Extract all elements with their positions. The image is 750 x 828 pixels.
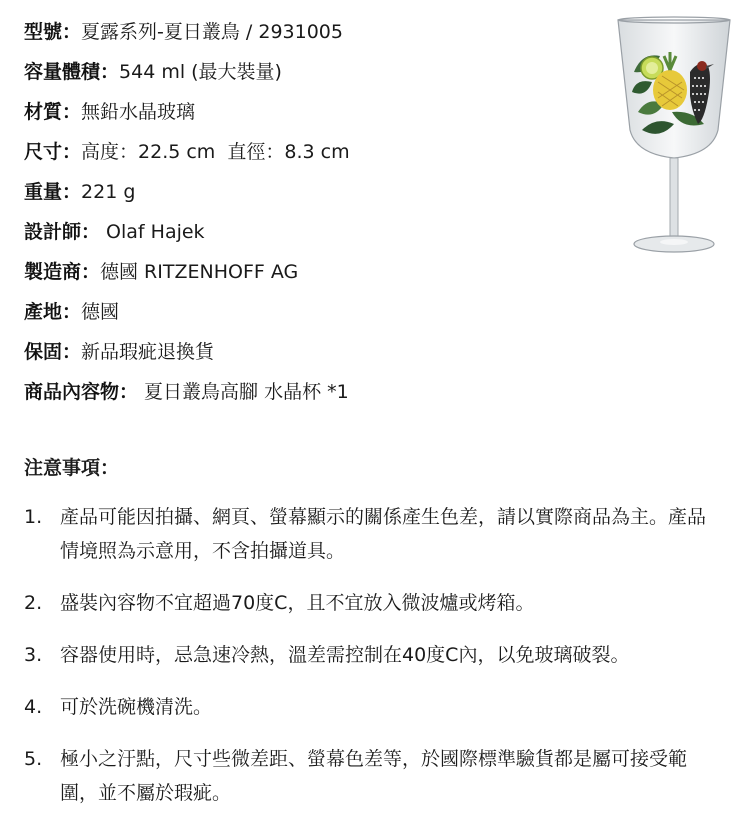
- spec-dimensions: [24, 132, 594, 172]
- spec-label: 商品內容物：: [24, 381, 139, 403]
- list-item: [24, 586, 724, 620]
- list-item: [24, 500, 724, 568]
- spec-value: 德國: [81, 301, 120, 323]
- note-text: 盛裝內容物不宜超過70度C，且不宜放入微波爐或烤箱。: [60, 592, 535, 614]
- note-number: 5.: [24, 748, 43, 770]
- list-item: [24, 638, 724, 672]
- spec-value: 新品瑕疵退換貨: [81, 341, 215, 363]
- spec-value: 221 g: [81, 181, 136, 203]
- spec-manufacturer: [24, 252, 594, 292]
- spec-label: 保固：: [24, 341, 82, 363]
- spec-label: 材質：: [24, 101, 82, 123]
- spec-contents: [24, 372, 594, 412]
- spec-warranty: [24, 332, 594, 372]
- spec-material: [24, 92, 594, 132]
- list-item: [24, 690, 724, 724]
- spec-designer: [24, 212, 594, 252]
- spec-label: 重量：: [24, 181, 82, 203]
- spec-weight: [24, 172, 594, 212]
- wine-glass-illustration: [612, 12, 736, 260]
- note-text: 產品可能因拍攝、網頁、螢幕顯示的關係產生色差，請以實際商品為主。產品情境照為示意用，不含拍攝道具。: [60, 506, 707, 562]
- spec-label: 尺寸：: [24, 141, 82, 163]
- list-item: [24, 742, 724, 810]
- spec-label: 容量體積：: [24, 61, 120, 83]
- spec-origin: [24, 292, 594, 332]
- spec-value: 夏日叢鳥高腳 水晶杯 *1: [138, 381, 349, 403]
- spec-value: 544 ml (最大裝量): [119, 61, 282, 83]
- spec-label: 型號：: [24, 21, 82, 43]
- wine-glass-icon: [612, 12, 736, 260]
- spec-capacity: [24, 52, 594, 92]
- spec-value: 德國 RITZENHOFF AG: [100, 261, 299, 283]
- spec-list: [24, 12, 594, 412]
- spec-label: 產地：: [24, 301, 82, 323]
- note-number: 3.: [24, 644, 43, 666]
- spec-value: 無鉛水晶玻璃: [81, 101, 196, 123]
- note-number: 2.: [24, 592, 43, 614]
- spec-value: 夏露系列-夏日叢鳥 / 2931005: [81, 21, 343, 43]
- notes-list: [24, 500, 724, 828]
- note-text: 極小之汙點，尺寸些微差距、螢幕色差等，於國際標準驗貨都是屬可接受範圍，並不屬於瑕疵。: [60, 748, 688, 804]
- spec-label: 製造商：: [24, 261, 101, 283]
- spec-model: [24, 12, 594, 52]
- note-text: 容器使用時，忌急速冷熱，溫差需控制在40度C內，以免玻璃破裂。: [60, 644, 630, 666]
- note-number: 1.: [24, 506, 43, 528]
- note-number: 4.: [24, 696, 43, 718]
- spec-label: 設計師：: [24, 221, 101, 243]
- note-text: 可於洗碗機清洗。: [60, 696, 213, 718]
- spec-value: Olaf Hajek: [100, 221, 205, 243]
- notes-title: 注意事項：: [24, 457, 120, 479]
- spec-value: 高度：22.5 cm 直徑：8.3 cm: [81, 141, 350, 163]
